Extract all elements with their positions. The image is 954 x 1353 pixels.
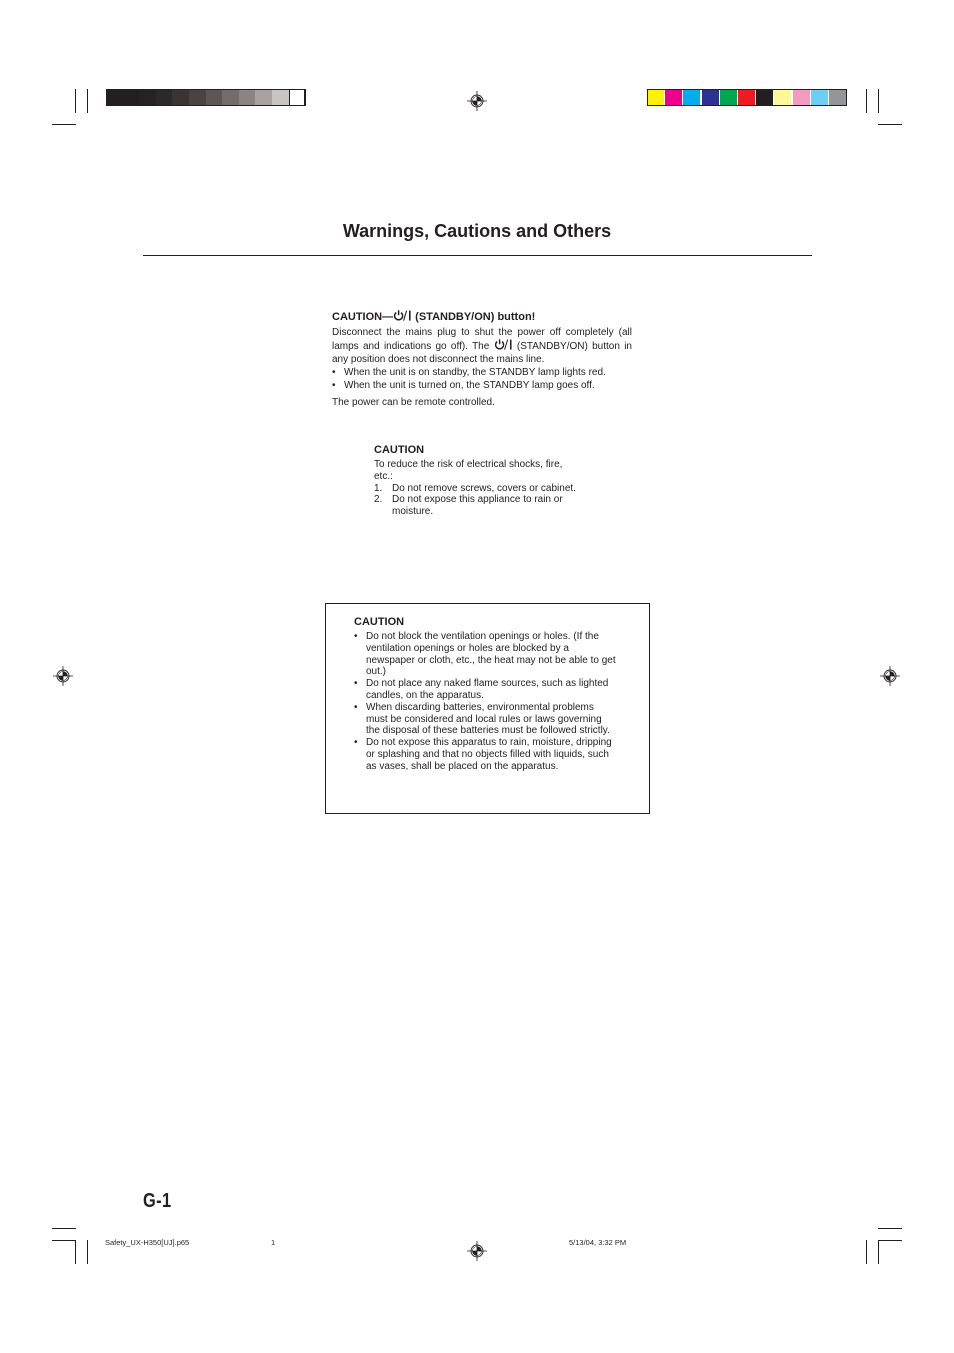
list-item: 2. Do not expose this appliance to rain or moisture. xyxy=(374,494,563,518)
caution-numbered-list xyxy=(374,483,579,518)
list-item: • When discarding batteries, environmental problems must be considered and local rules or laws governing the disposal of these batteries must be followed strictly. xyxy=(354,701,610,737)
caution-intro: To reduce the risk of electrical shocks, fire, etc.: xyxy=(374,459,563,482)
registration-mark-icon xyxy=(467,1241,487,1261)
caution-box-content xyxy=(354,616,616,773)
registration-mark-icon xyxy=(53,666,73,686)
title-divider xyxy=(143,255,812,256)
crop-mark xyxy=(75,1240,76,1264)
crop-mark xyxy=(878,124,902,125)
crop-mark xyxy=(52,124,76,125)
registration-mark-icon xyxy=(467,91,487,111)
list-item: • Do not place any naked flame sources, such as lighted candles, on the apparatus. xyxy=(354,678,609,701)
caution-bullet-list xyxy=(354,631,616,773)
caution-heading: CAUTION xyxy=(374,444,425,456)
crop-mark xyxy=(52,1240,76,1241)
calibration-bar-frame xyxy=(647,89,847,106)
standby-caution-section xyxy=(332,310,632,409)
electrical-shock-caution xyxy=(374,444,579,518)
crop-mark xyxy=(878,1240,902,1241)
crop-mark xyxy=(866,89,867,113)
caution-heading: CAUTION xyxy=(354,616,405,628)
footer-page-number: 1 xyxy=(271,1238,276,1247)
list-item: • When the unit is turned on, the STANDBY lamp goes off. xyxy=(332,380,595,392)
crop-mark xyxy=(87,89,88,113)
crop-mark xyxy=(87,1240,88,1264)
crop-mark xyxy=(878,1228,902,1229)
remote-control-note: The power can be remote controlled. xyxy=(332,396,495,408)
footer-filename: Safety_UX-H350[UJ].p65 xyxy=(105,1238,190,1247)
crop-mark xyxy=(878,1240,879,1264)
footer-timestamp: 5/13/04, 3:32 PM xyxy=(569,1238,627,1247)
standby-bullet-list xyxy=(332,367,632,392)
list-item: • Do not expose this apparatus to rain, moisture, dripping or splashing and that no objects filled with liquids, such as vases, shall be placed on the apparatus. xyxy=(354,737,612,772)
page-code: G-1 xyxy=(143,1190,172,1212)
list-item: 1. Do not remove screws, covers or cabinet. xyxy=(374,482,576,494)
standby-caution-paragraph: Disconnect the mains plug to shut the power off completely (all lamps and indications go off). The (STANDBY/ON) button in any position does not disconnect the mains line. xyxy=(332,327,632,365)
standby-caution-heading: CAUTION— (STANDBY/ON) button! xyxy=(332,311,536,323)
list-item: • Do not block the ventilation openings or holes. (If the ventilation openings or holes are blocked by a newspaper or cloth, etc., the heat may not be able to get out.) xyxy=(354,631,616,678)
ventilation-caution-box xyxy=(325,603,650,814)
crop-mark xyxy=(75,89,76,113)
crop-mark xyxy=(878,89,879,113)
standby-on-power-icon xyxy=(494,339,513,354)
standby-on-power-icon xyxy=(393,310,412,325)
crop-mark xyxy=(866,1240,867,1264)
calibration-bar-frame xyxy=(106,89,305,106)
crop-mark xyxy=(52,1228,76,1229)
page-title: Warnings, Cautions and Others xyxy=(342,221,612,241)
registration-mark-icon xyxy=(880,666,900,686)
list-item: • When the unit is on standby, the STANDBY lamp lights red. xyxy=(332,366,606,378)
